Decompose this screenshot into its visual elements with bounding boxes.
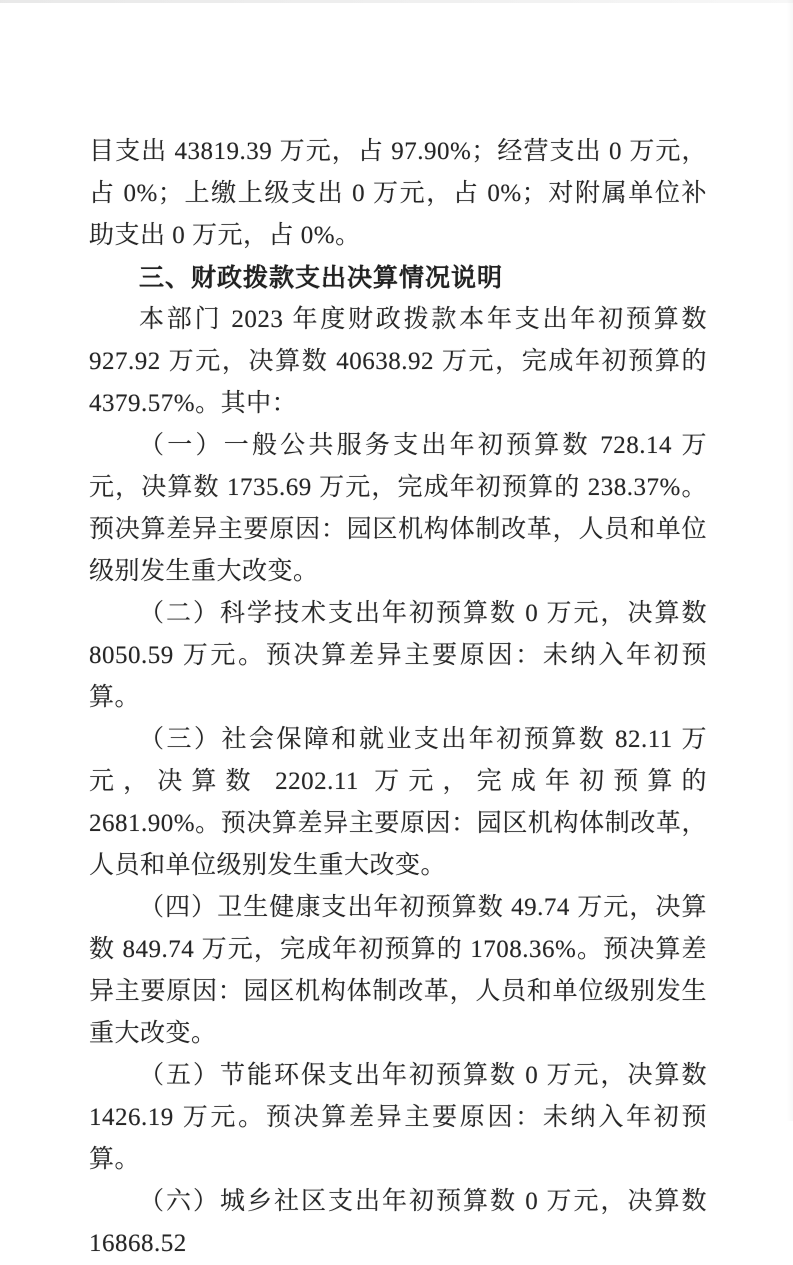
paragraph-item-4-health: （四）卫生健康支出年初预算数 49.74 万元，决算数 849.74 万元，完成年初预算的 1708.36%。预决算差异主要原因：园区机构体制改革，人员和单位级别发生重大改变。 [89, 894, 707, 1047]
paragraph-overall-fiscal-appropriation: 本部门 2023 年度财政拨款本年支出年初预算数 927.92 万元，决算数 40638.92 万元，完成年初预算的 4379.57%。其中： [89, 306, 707, 417]
scan-artifact-right-shade [787, 0, 793, 1121]
paragraph-item-3-social-security-employment: （三）社会保障和就业支出年初预算数 82.11 万元，决算数 2202.11 万元，完成年初预算的 2681.90%。预决算差异主要原因：园区机构体制改革，人员和单位级别发生重大改变。 [89, 726, 707, 879]
paragraph-item-2-science-technology: （二）科学技术支出年初预算数 0 万元，决算数 8050.59 万元。预决算差异主要原因：未纳入年初预算。 [89, 600, 707, 711]
paragraph-expenditure-composition-continuation: 目支出 43819.39 万元，占 97.90%；经营支出 0 万元，占 0%；上缴上级支出 0 万元，占 0%；对附属单位补助支出 0 万元，占 0%。 [89, 138, 707, 249]
section-heading-fiscal-appropriation-expenditure: 三、财政拨款支出决算情况说明 [139, 264, 504, 292]
paragraph-item-6-urban-rural-community: （六）城乡社区支出年初预算数 0 万元，决算数 16868.52 [89, 1188, 707, 1257]
document-page [89, 131, 707, 1265]
paragraph-item-5-energy-conservation-environment: （五）节能环保支出年初预算数 0 万元，决算数 1426.19 万元。预决算差异主要原因：未纳入年初预算。 [89, 1062, 707, 1173]
paragraph-item-1-general-public-services: （一）一般公共服务支出年初预算数 728.14 万元，决算数 1735.69 万元，完成年初预算的 238.37%。预决算差异主要原因：园区机构体制改革，人员和单位级别发生重大改变。 [89, 432, 707, 585]
scan-artifact-top-edge [0, 0, 793, 3]
